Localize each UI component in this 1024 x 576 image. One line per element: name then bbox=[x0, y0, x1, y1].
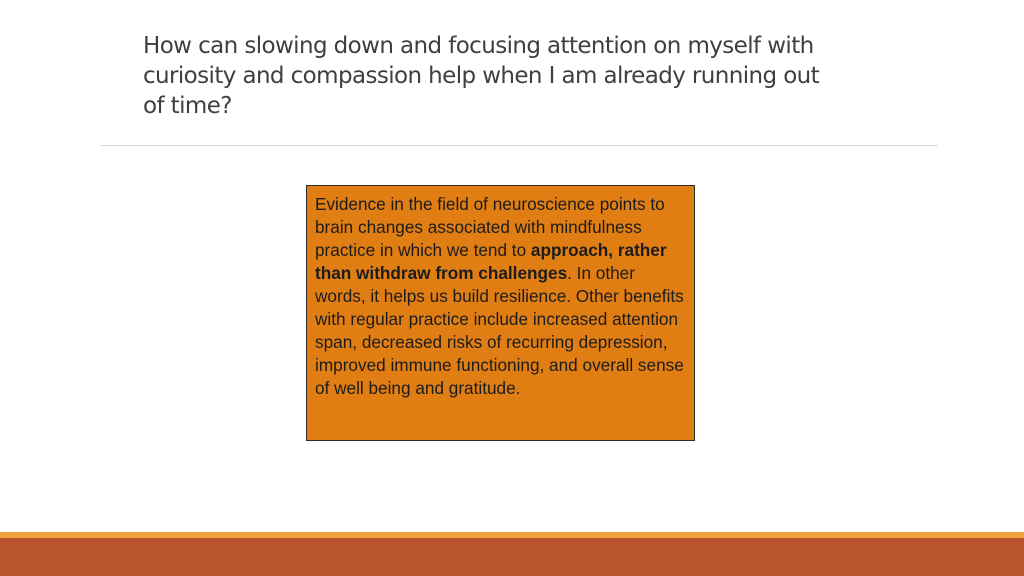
title-divider bbox=[100, 145, 938, 146]
footer-bar bbox=[0, 538, 1024, 576]
slide-title: How can slowing down and focusing attention on myself with curiosity and compassion help when I am already running out of time? bbox=[143, 33, 820, 119]
callout-box bbox=[306, 185, 695, 441]
callout-text-rest: . In other words, it helps us build resilience. Other benefits with regular practice include increased attention span, decreased risks of recurring depression, improved immune functioning, and overall sense of well being and gratitude. bbox=[315, 263, 684, 398]
callout-text-intro: Evidence in the field of neuroscience points to brain changes associated with mindfulness practice in which we tend to bbox=[315, 194, 665, 260]
callout-text-emphasis: approach, rather than withdraw from challenges bbox=[315, 240, 667, 283]
